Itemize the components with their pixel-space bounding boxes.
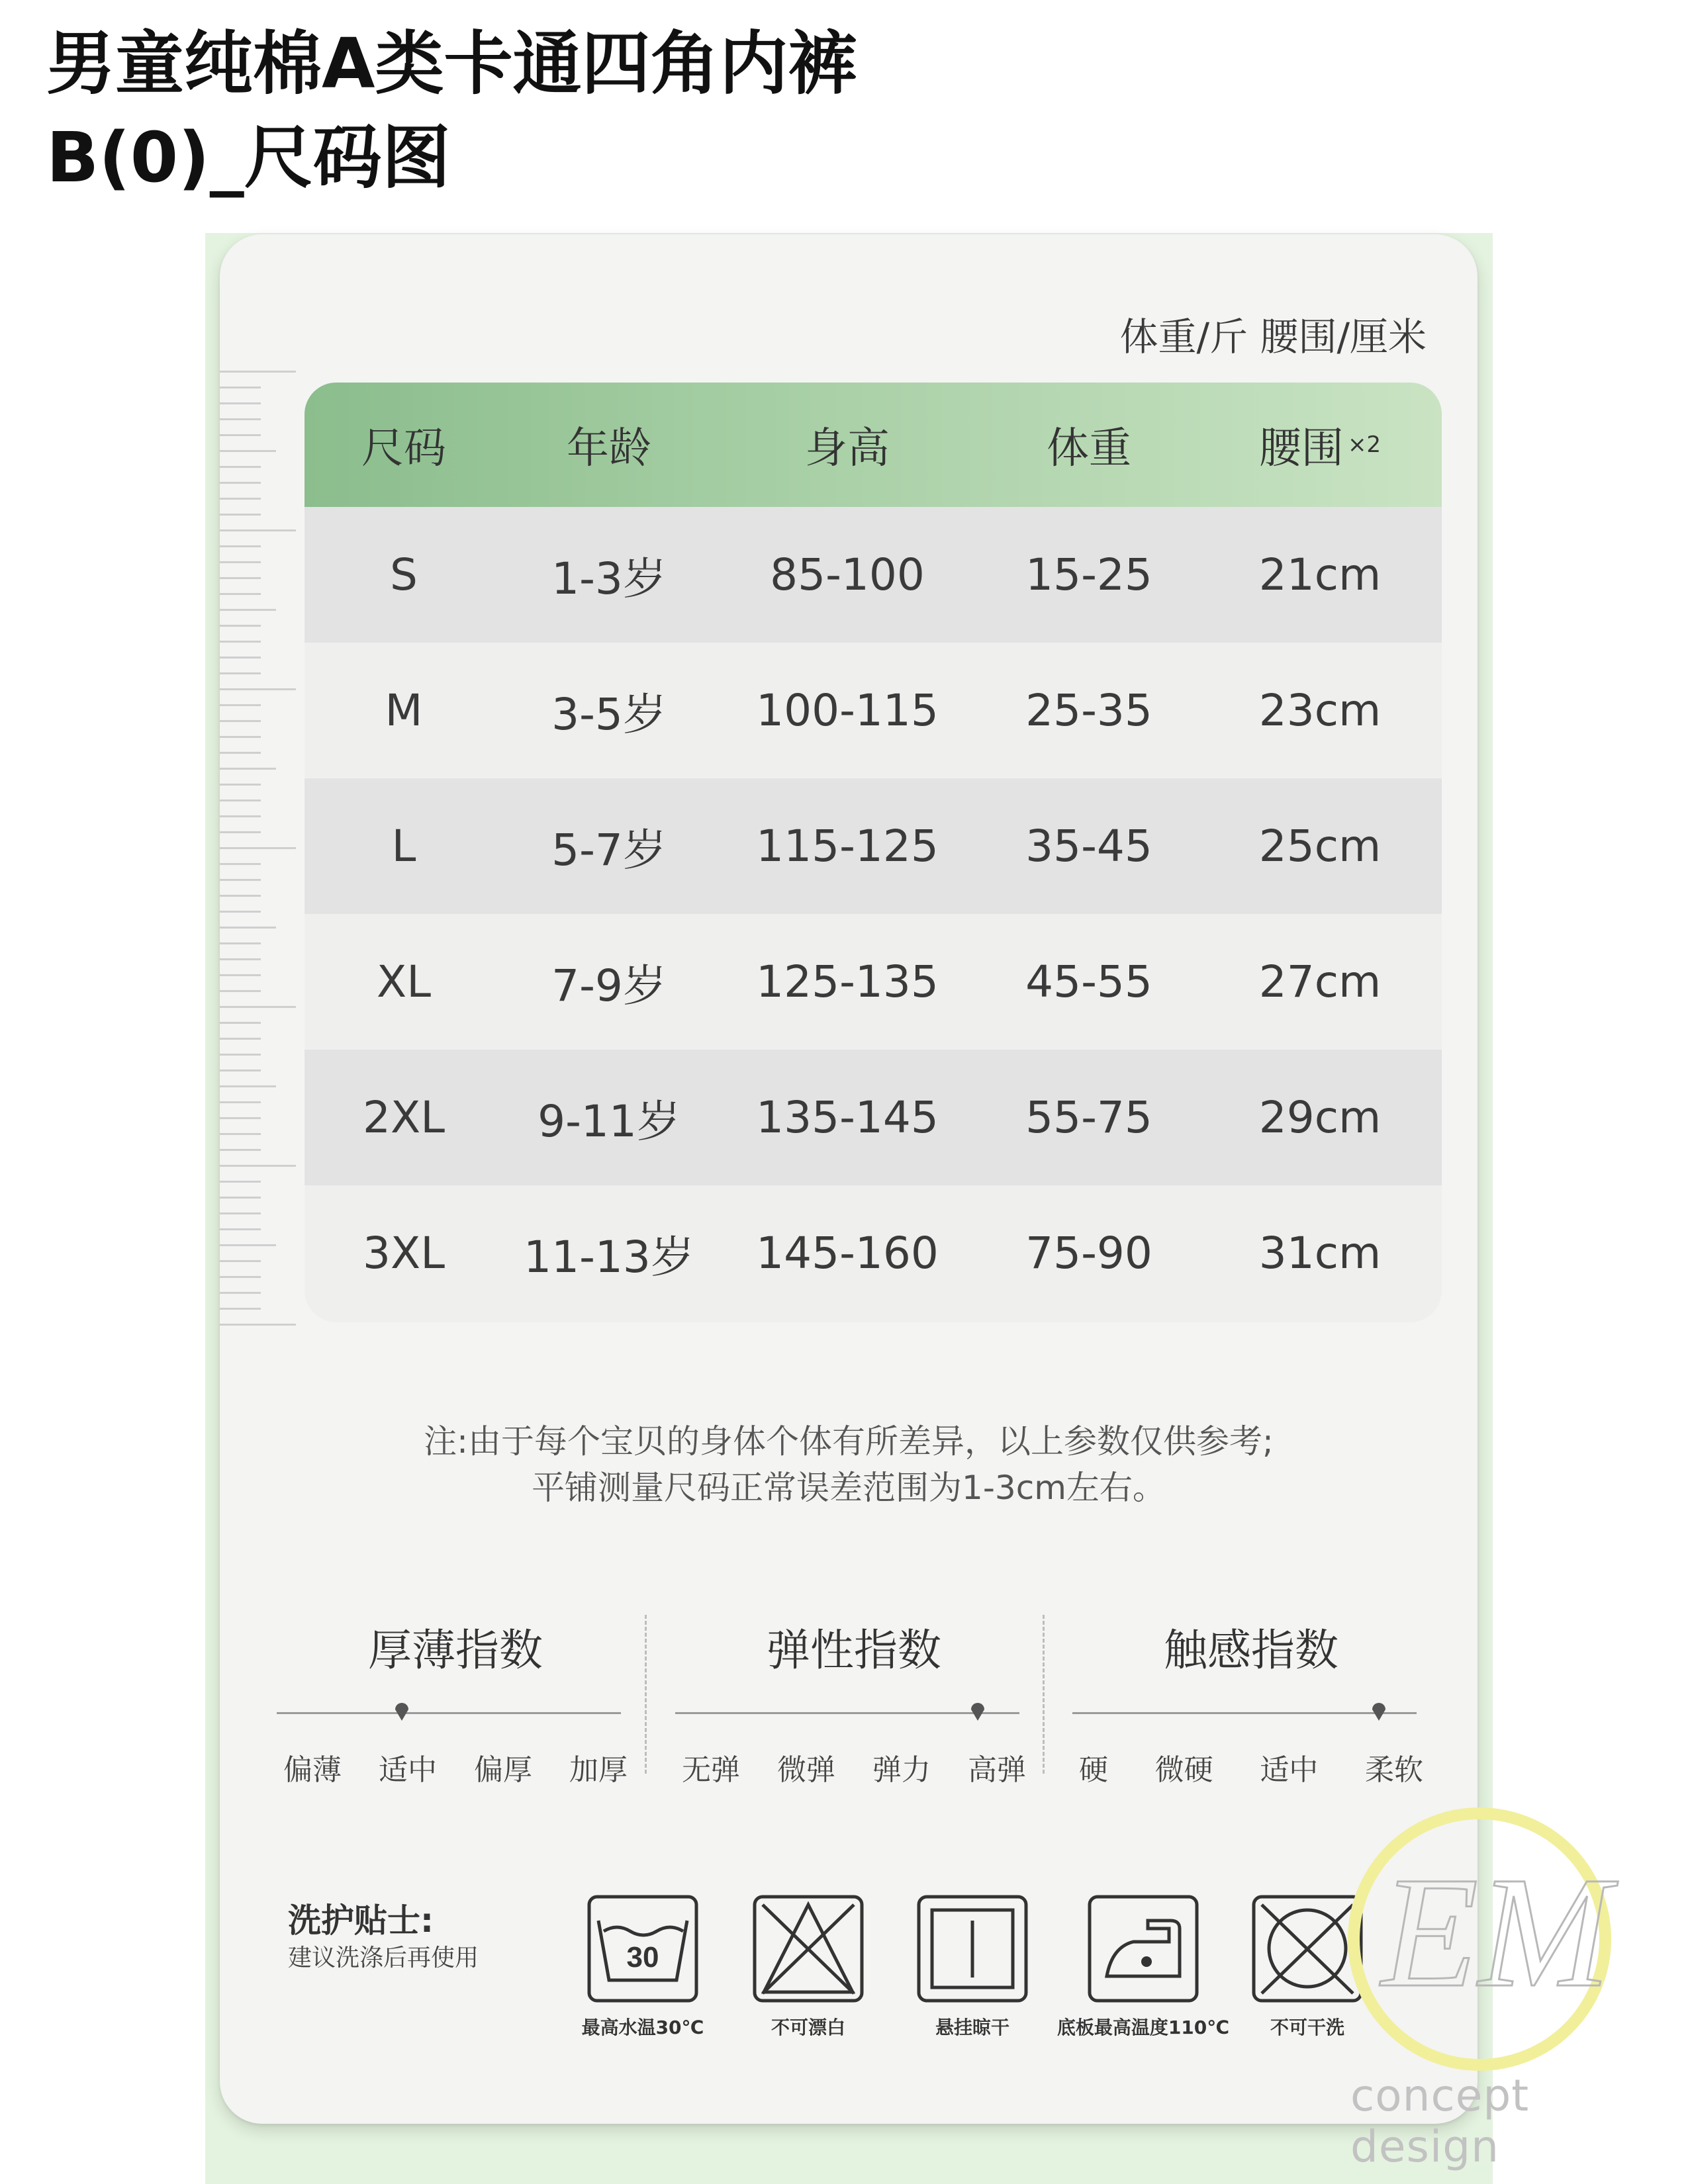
elasticity-index-labels (675, 1746, 1033, 1788)
no-bleach-icon (752, 1894, 865, 2003)
cell-waist: 23cm (1258, 685, 1382, 736)
thickness-index-title: 厚薄指数 (368, 1625, 543, 1676)
cell-weight: 25-35 (1025, 685, 1152, 736)
ruler-tick (220, 1308, 261, 1310)
ruler-tick (220, 752, 261, 754)
ruler-tick (220, 1149, 261, 1151)
ruler-tick (220, 942, 261, 944)
ruler-tick (220, 736, 261, 738)
watermark-caption: concept design (1350, 2070, 1530, 2172)
touch-marker-icon (1370, 1702, 1387, 1722)
header-waist-label: 腰围 (1258, 424, 1344, 473)
disclaimer-line1: 注:由于每个宝贝的身体个体有所差异，以上参数仅供参考; (424, 1422, 1274, 1461)
thickness-label: 偏薄 (283, 1753, 342, 1787)
ruler-tick (220, 418, 261, 420)
care-label: 不可干洗 (1270, 2017, 1344, 2038)
ruler-tick (220, 672, 261, 674)
thickness-label: 加厚 (569, 1753, 628, 1787)
ruler-tick (220, 1197, 261, 1199)
ruler-tick (220, 466, 261, 468)
table-row (305, 643, 1442, 778)
ruler-tick (220, 593, 261, 595)
ruler-tick (220, 641, 261, 643)
ruler-tick (220, 625, 261, 627)
table-row (305, 778, 1442, 914)
header-size: 尺码 (361, 424, 446, 473)
ruler-tick (220, 768, 276, 770)
thickness-index-scale (277, 1712, 621, 1714)
cell-weight: 75-90 (1025, 1228, 1152, 1279)
watermark-monogram: EM (1381, 1844, 1611, 2020)
elasticity-label: 无弹 (682, 1753, 740, 1787)
elasticity-index (675, 1615, 1033, 1787)
care-label: 最高水温30℃ (581, 2017, 704, 2038)
ruler-tick (220, 1292, 261, 1294)
ruler-decoration (220, 371, 299, 1330)
table-row (305, 507, 1442, 643)
care-title: 洗护贴士: (288, 1901, 434, 1940)
table-header-row (305, 383, 1442, 507)
table-row (305, 1050, 1442, 1185)
elasticity-marker-icon (969, 1702, 986, 1722)
cell-height: 115-125 (756, 821, 939, 872)
ruler-tick (220, 1165, 296, 1167)
cell-height: 135-145 (756, 1092, 939, 1143)
ruler-tick (220, 1054, 261, 1056)
thickness-label: 偏厚 (474, 1753, 532, 1787)
ruler-tick (220, 1117, 261, 1119)
elasticity-index-scale (675, 1712, 1019, 1714)
ruler-tick (220, 911, 261, 913)
ruler-tick (220, 847, 296, 849)
cell-size: 3XL (363, 1228, 445, 1279)
cell-weight: 15-25 (1025, 549, 1152, 600)
cell-age: 5-7岁 (551, 825, 667, 876)
ruler-tick (220, 688, 296, 690)
ruler-tick (220, 704, 261, 706)
touch-label: 硬 (1079, 1753, 1108, 1787)
header-waist-suffix: ×2 (1347, 432, 1382, 458)
touch-label: 柔软 (1364, 1753, 1423, 1787)
iron-110-icon (1087, 1894, 1199, 2003)
ruler-tick (220, 974, 261, 976)
ruler-tick (220, 1212, 261, 1214)
header-weight: 体重 (1047, 424, 1131, 473)
cell-waist: 29cm (1258, 1092, 1382, 1143)
cell-size: M (385, 685, 423, 736)
care-subtitle: 建议洗涤后再使用 (288, 1944, 479, 1972)
cell-age: 9-11岁 (538, 1096, 680, 1147)
ruler-tick (220, 1276, 261, 1278)
cell-weight: 45-55 (1025, 956, 1152, 1007)
touch-label: 微硬 (1154, 1753, 1213, 1787)
cell-age: 1-3岁 (551, 553, 667, 604)
elasticity-label: 高弹 (968, 1753, 1026, 1787)
ruler-tick (220, 1244, 276, 1246)
cell-weight: 35-45 (1025, 821, 1152, 872)
header-waist (1198, 383, 1442, 507)
thickness-label: 适中 (379, 1753, 437, 1787)
ruler-tick (220, 1022, 261, 1024)
care-label: 不可漂白 (771, 2017, 845, 2038)
ruler-tick (220, 434, 261, 436)
cell-age: 7-9岁 (551, 960, 667, 1011)
ruler-tick (220, 514, 261, 516)
thickness-index-labels (277, 1746, 634, 1788)
ruler-tick (220, 879, 261, 881)
cell-waist: 27cm (1258, 956, 1382, 1007)
ruler-tick (220, 895, 261, 897)
ruler-tick (220, 831, 261, 833)
table-row (305, 914, 1442, 1050)
ruler-tick (220, 482, 261, 484)
ruler-tick (220, 498, 261, 500)
care-label: 底板最高温度110℃ (1056, 2017, 1230, 2038)
ruler-tick (220, 545, 261, 547)
cell-height: 85-100 (770, 549, 925, 600)
cell-waist: 25cm (1258, 821, 1382, 872)
thickness-marker-icon (393, 1702, 410, 1722)
ruler-tick (220, 784, 261, 786)
ruler-tick (220, 1101, 261, 1103)
ruler-tick (220, 815, 261, 817)
cell-age: 11-13岁 (524, 1232, 694, 1283)
wash-30-icon (586, 1894, 699, 2003)
ruler-tick (220, 1006, 296, 1008)
ruler-tick (220, 958, 261, 960)
cell-age: 3-5岁 (551, 689, 667, 740)
disclaimer-line2: 平铺测量尺码正常误差范围为1-3cm左右。 (532, 1469, 1166, 1507)
thickness-index (277, 1615, 634, 1787)
ruler-tick (220, 1069, 261, 1071)
elasticity-label: 微弹 (777, 1753, 835, 1787)
cell-weight: 55-75 (1025, 1092, 1152, 1143)
cell-waist: 31cm (1258, 1228, 1382, 1279)
ruler-tick (220, 799, 261, 801)
line-dry-icon (916, 1894, 1029, 2003)
ruler-tick (220, 1260, 261, 1262)
ruler-tick (220, 371, 296, 373)
ruler-tick (220, 927, 276, 929)
cell-waist: 21cm (1258, 549, 1382, 600)
ruler-tick (220, 1133, 261, 1135)
page-title-line2: B(0)_尺码图 (46, 117, 451, 198)
ruler-tick (220, 863, 261, 865)
elasticity-label: 弹力 (872, 1753, 931, 1787)
ruler-tick (220, 387, 261, 388)
ruler-tick (220, 1324, 296, 1326)
ruler-tick (220, 609, 276, 611)
ruler-tick (220, 450, 276, 452)
ruler-tick (220, 990, 261, 992)
ruler-tick (220, 657, 261, 659)
index-divider (645, 1615, 647, 1774)
index-divider (1043, 1615, 1045, 1774)
ruler-tick (220, 529, 296, 531)
ruler-tick (220, 402, 261, 404)
touch-index (1072, 1615, 1430, 1787)
cell-height: 145-160 (756, 1228, 939, 1279)
touch-index-scale (1072, 1712, 1417, 1714)
em-watermark-logo (1347, 1780, 1652, 2085)
header-age: 年龄 (567, 424, 651, 473)
elasticity-index-title: 弹性指数 (767, 1625, 941, 1676)
ruler-tick (220, 1228, 261, 1230)
cell-height: 125-135 (756, 956, 939, 1007)
ruler-tick (220, 561, 261, 563)
ruler-tick (220, 577, 261, 579)
page-title-line1: 男童纯棉A类卡通四角内裤 (46, 23, 857, 104)
ruler-tick (220, 720, 261, 722)
unit-note: 体重/斤 腰围/厘米 (1119, 314, 1427, 359)
ruler-tick (220, 1181, 261, 1183)
ruler-tick (220, 1085, 276, 1087)
cell-size: XL (377, 956, 431, 1007)
cell-size: L (391, 821, 416, 872)
touch-index-title: 触感指数 (1164, 1625, 1338, 1676)
ruler-tick (220, 1038, 261, 1040)
table-row (305, 1185, 1442, 1321)
cell-height: 100-115 (756, 685, 939, 736)
wash-temp-text: 30 (626, 1941, 659, 1974)
care-label: 悬挂晾干 (935, 2017, 1009, 2038)
cell-size: 2XL (363, 1092, 445, 1143)
cell-size: S (390, 549, 418, 600)
touch-label: 适中 (1260, 1753, 1319, 1787)
header-height: 身高 (805, 424, 890, 473)
size-table (305, 383, 1442, 1322)
